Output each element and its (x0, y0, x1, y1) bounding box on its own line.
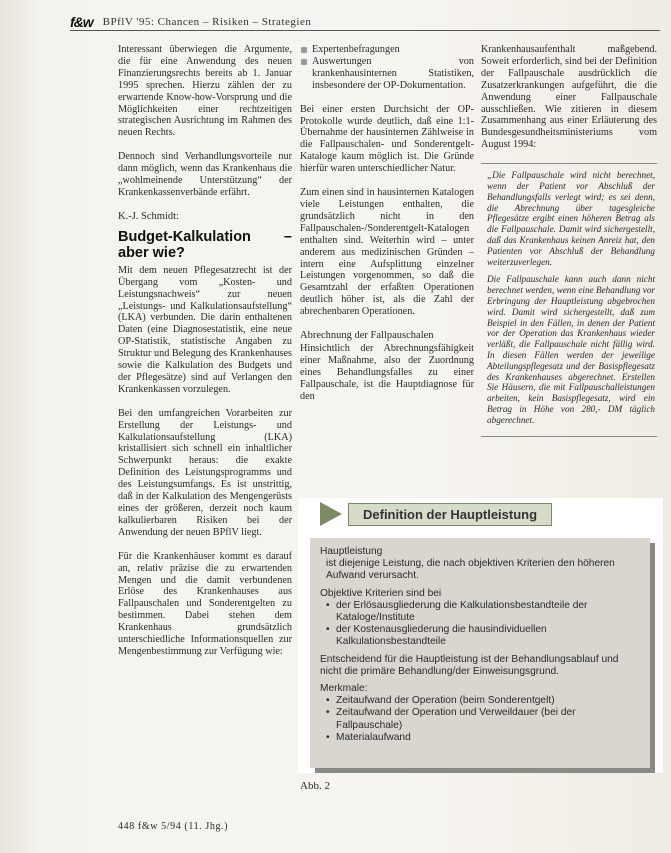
paragraph: Für die Krankenhäuser kommt es darauf an, relativ präzise die zu erwartenden Mengen und die damit verbundenen Erlöse des Krankenhauses aus Fallpauschalen und Sonderentgelten zu bestimmen. Dabei stehen dem Krankenhaus grundsätzlich unterschiedliche Informationsquellen zur Mengenbestimmung zur Verfügung wie: (118, 550, 292, 657)
article-author: K.-J. Schmidt: (118, 210, 179, 222)
arrow-right-icon (320, 502, 342, 526)
paragraph: Mit dem neuen Pflegesatzrecht ist der Übergang vom „Kosten- und Leistungsnachweis“ zur neuen „Leistungs- und Kalkulationsaufstellung“ (LKA) verbunden. Die darin enthaltenen Daten (eine Diagnosestatistik, eine neue OP-Statistik, statistische Angaben zu Struktur und Belegung des Krankenhauses sowie die Kalkulation des Budgets und der Pflegesätze) sind auf Verlangen den Krankenkassen vorzulegen. (118, 264, 292, 395)
list-item: • der Erlösausgliederung die Kalkulationsbestandteile der Kataloge/Institute (326, 600, 642, 624)
paragraph: Bei den umfangreichen Vorarbeiten zur Erstellung der Leistungs- und Kalkulationsaufstellung (LKA) kristallisiert sich schnell ein inhaltlicher Schwerpunkt heraus: die exakte Definition des Leistungsprogramms und des Leistungsumfangs. Es ist unstrittig, daß in der Kalkulation des Mengengerüsts eines der größeren, derzeit noch kaum kalkulierbaren Risiken bei der Anwendung der neuen BPflV liegt. (118, 407, 292, 538)
paragraph: Krankenhausaufenthalt maßgebend. Soweit erforderlich, sind bei der Definition der Fallpauschale ausdrücklich die Zusatzerkrankungen aufgeführt, die die Anwendung einer Fallpauschale ausschließen. Wie zitieren in diesem Zusammenhang aus einer Erläuterung des Bundesgesundheitsministeriums vom August 1994: (481, 44, 657, 151)
list-item: • der Kostenausgliederung die hausindividuellen Kalkulationsbestandteile (326, 624, 642, 648)
quote-paragraph: „Die Fallpauschale wird nicht berechnet, wenn der Patient vor Abschluß der Behandlungsfalls verlegt wird; es sei denn, die Abrechnung über tagesgleiche Pflegesätze ergibt einen höheren Betrag als die Fallpauschale. Damit wird sichergestellt, daß das Krankenhaus keinen Anreiz hat, den Patienten vor Abschluß der Behandlung weiterzuverlegen. (487, 170, 655, 267)
running-header (70, 14, 660, 31)
list-item: Expertenbefragungen (300, 44, 474, 56)
text-column-2 (300, 44, 474, 415)
text-column-3 (481, 44, 657, 443)
definition-block (320, 546, 642, 583)
figure-title-bar (298, 498, 663, 530)
criteria-list (320, 600, 642, 649)
figure-title: Definition der Hauptleistung (348, 503, 552, 526)
source-list (300, 44, 474, 92)
criteria-block (320, 588, 642, 649)
criteria-heading: Objektive Kriterien sind bei (320, 587, 442, 599)
definition-text: ist diejenige Leistung, die nach objektiven Kriterien den höheren Aufwand verursacht. (326, 558, 615, 582)
text-column-1 (118, 44, 292, 670)
figure-hauptleistung (298, 498, 663, 773)
definition-term: Hauptleistung (320, 546, 383, 557)
features-list (320, 695, 642, 744)
journal-logo: f&w (70, 14, 93, 30)
list-item: • Zeitaufwand der Operation und Verweildauer (bei der Fallpauschale) (326, 707, 642, 731)
figure-body (310, 538, 650, 768)
features-heading: Merkmale: (320, 683, 368, 695)
running-header-title: BPflV '95: Chancen – Risiken – Strategien (102, 16, 312, 28)
list-item: • Materialaufwand (326, 732, 642, 744)
figure-caption: Abb. 2 (300, 780, 330, 792)
paragraph: Zum einen sind in hausinternen Katalogen viele Leistungen enthalten, die grundsätzlich nicht in den Fallpauschalen-/Sonderentgelt-Katalogen enthalten sind. Weiterhin wird – unter anderem aus medizinischen Gründen – intern eine Aufsplittung einzelner Leistungen vorgenommen, so daß die Gesamtzahl der erfaßten Operationen deutlich höher ist, als die Zahl der abrechenbaren Operationen. (300, 187, 474, 318)
features-block (320, 683, 642, 744)
quote-box (481, 163, 657, 437)
page-footer: 448 f&w 5/94 (11. Jhg.) (118, 821, 229, 832)
article-title: Budget-Kalkulation – aber wie? (118, 228, 292, 261)
paragraph: Bei einer ersten Durchsicht der OP-Protokolle wurde deutlich, daß eine 1:1-Übernahme der hausinternen Zählweise in die Fallpauschalen- und Sonderentgelt-Kataloge kaum möglich ist. Die Gründe hierfür waren unterschiedlicher Natur. (300, 103, 474, 175)
paragraph: Dennoch sind Verhandlungsvorteile nur dann möglich, wenn das Krankenhaus die „wohlmeinende Unterstützung“ der Krankenkassenverbände erfährt. (118, 151, 292, 198)
paragraph: Hinsichtlich der Abrechnungsfähigkeit einer Maßnahme, also der Zuordnung eines Behandlungsfalles zu einer Fallpauschale, ist die Hauptdiagnose für den (300, 343, 474, 402)
paragraph: Interessant überwiegen die Argumente, die für eine Anwendung des neuen Finanzierungsrechts bereits ab 1. Januar 1995 sprechen. Hierzu zählen der zu erwartende Know-how-Vorsprung und die Möglichkeiten einer rechtzeitigen strategischen Ausrichtung im Rahmen des neuen Rechts. (118, 44, 292, 139)
list-item: • Zeitaufwand der Operation (beim Sonderentgelt) (326, 695, 642, 707)
quote-paragraph: Die Fallpauschale kann auch dann nicht berechnet werden, wenn eine Behandlung vor Erbringung der Hauptleistung abgebrochen wird. Damit wird sichergestellt, daß zum Beispiel in den Fällen, in denen der Patient vor der Operation das Krankenhaus wieder verläßt, die Fallpauschale nicht fällig wird. In diesen Fällen werden der jeweilige Abteilungspflegesatz und der Basispflegesatz des Krankenhauses abgerechnet. Erstellen Sie Häusern, die mit Fallpauschalleistungen arbeiten, kein Basispflegesatz, wird ein Betrag in Höhe von 280,- DM täglich abgerechnet. (487, 274, 655, 425)
decisive-text: Entscheidend für die Hauptleistung ist der Behandlungsablauf und nicht die primäre Behandlung/der Einweisungsgrund. (320, 653, 619, 677)
list-item: Auswertungen von krankenhausinternen Statistiken, insbesondere der OP-Dokumentation. (300, 56, 474, 92)
section-subheading: Abrechnung der Fallpauschalen (300, 330, 434, 342)
